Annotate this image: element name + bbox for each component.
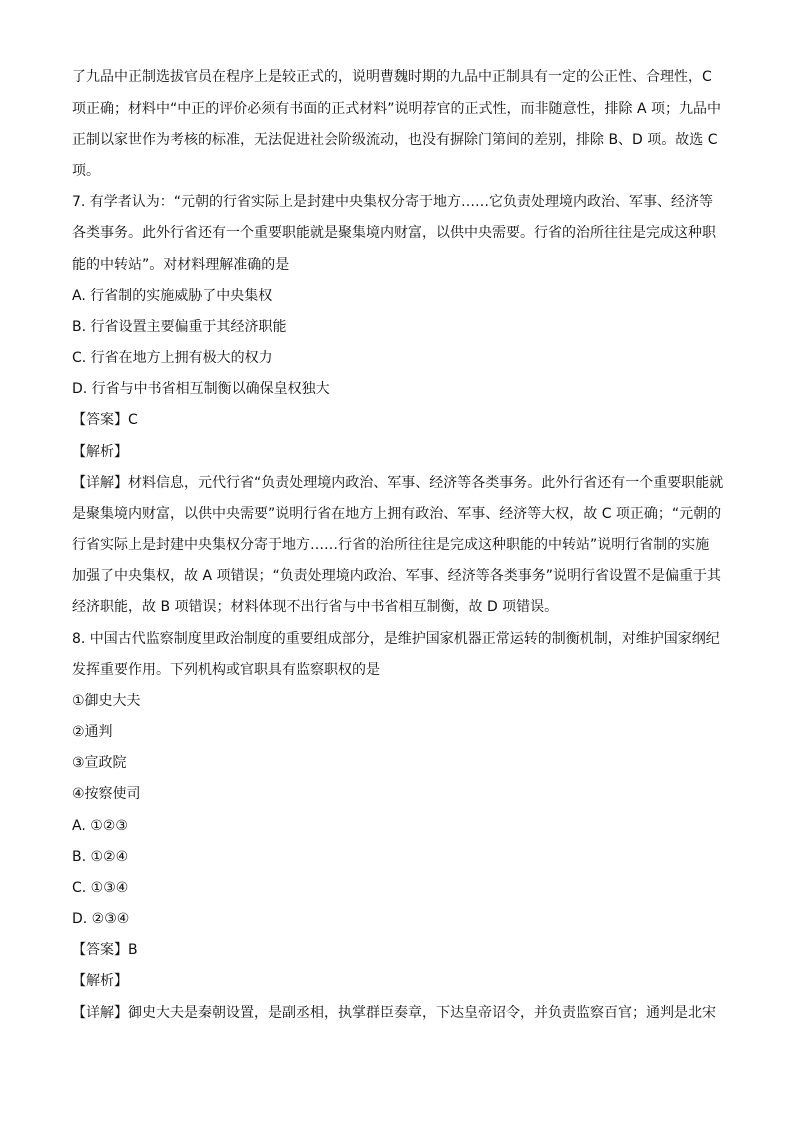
question-7-stem: 能的中转站”。对材料理解准确的是: [72, 257, 290, 273]
option-b: B. 行省设置主要偏重于其经济职能: [72, 319, 287, 335]
option-c: C. ①③④: [72, 880, 129, 896]
detail-explanation: 经济职能，故 B 项错误；材料体现不出行省与中书省相互制衡，故 D 项错误。: [72, 599, 559, 615]
detail-explanation: 是聚集境内财富，以供中央需要”说明行省在地方上拥有政治、军事、经济等大权，故 C 项正确；“元朝的: [72, 506, 722, 522]
text-line: 项。: [72, 163, 100, 179]
detail-explanation: 行省实际上是封建中央集权分寄于地方……行省的治所往往是完成这种职能的中转站”说明行省制的实施: [72, 537, 710, 553]
answer-label: 【答案】B: [72, 942, 138, 958]
option-a: A. 行省制的实施威胁了中央集权: [72, 288, 273, 304]
text-line: 了九品中正制选拔官员在程序上是较正式的，说明曹魏时期的九品中正制具有一定的公正性、合理性，C: [72, 69, 712, 85]
answer-label: 【答案】C: [72, 412, 138, 428]
question-7-stem: 各类事务。此外行省还有一个重要职能就是聚集境内财富，以供中央需要。行省的治所往往是完成这种职: [72, 225, 716, 241]
option-d: D. ②③④: [72, 911, 130, 927]
detail-explanation: 【详解】材料信息，元代行省“负责处理境内政治、军事、经济等各类事务。此外行省还有一个重要职能就: [72, 475, 724, 491]
item-4: ④按察使司: [72, 786, 141, 802]
option-d: D. 行省与中书省相互制衡以确保皇权独大: [72, 381, 330, 397]
item-3: ③宣政院: [72, 755, 127, 771]
detail-explanation: 加强了中央集权，故 A 项错误；“负责处理境内政治、军事、经济等各类事务”说明行省设置不是偏重于其: [72, 568, 721, 584]
question-7-stem: 7. 有学者认为：“元朝的行省实际上是封建中央集权分寄于地方……它负责处理境内政治、军事、经济等: [72, 194, 714, 210]
item-2: ②通判: [72, 724, 113, 740]
question-8-stem: 8. 中国古代监察制度里政治制度的重要组成部分，是维护国家机器正常运转的制衡机制，对维护国家纲纪: [72, 631, 720, 647]
text-line: 正制以家世作为考核的标准，无法促进社会阶级流动，也没有摒除门第间的差别，排除 B、D 项。故选 C: [72, 132, 718, 148]
detail-explanation: 【详解】御史大夫是秦朝设置，是副丞相，执掌群臣奏章，下达皇帝诏令，并负责监察百官；通判是北宋: [72, 1005, 716, 1021]
text-line: 项正确；材料中“中正的评价必须有书面的正式材料”说明荐官的正式性，而非随意性，排除 A 项；九品中: [72, 101, 721, 117]
analysis-label: 【解析】: [72, 973, 128, 989]
option-b: B. ①②④: [72, 849, 129, 865]
analysis-label: 【解析】: [72, 444, 128, 460]
option-c: C. 行省在地方上拥有极大的权力: [72, 350, 273, 366]
question-8-stem: 发挥重要作用。下列机构或官职具有监察职权的是: [72, 662, 380, 678]
option-a: A. ①②③: [72, 818, 128, 834]
item-1: ①御史大夫: [72, 693, 141, 709]
